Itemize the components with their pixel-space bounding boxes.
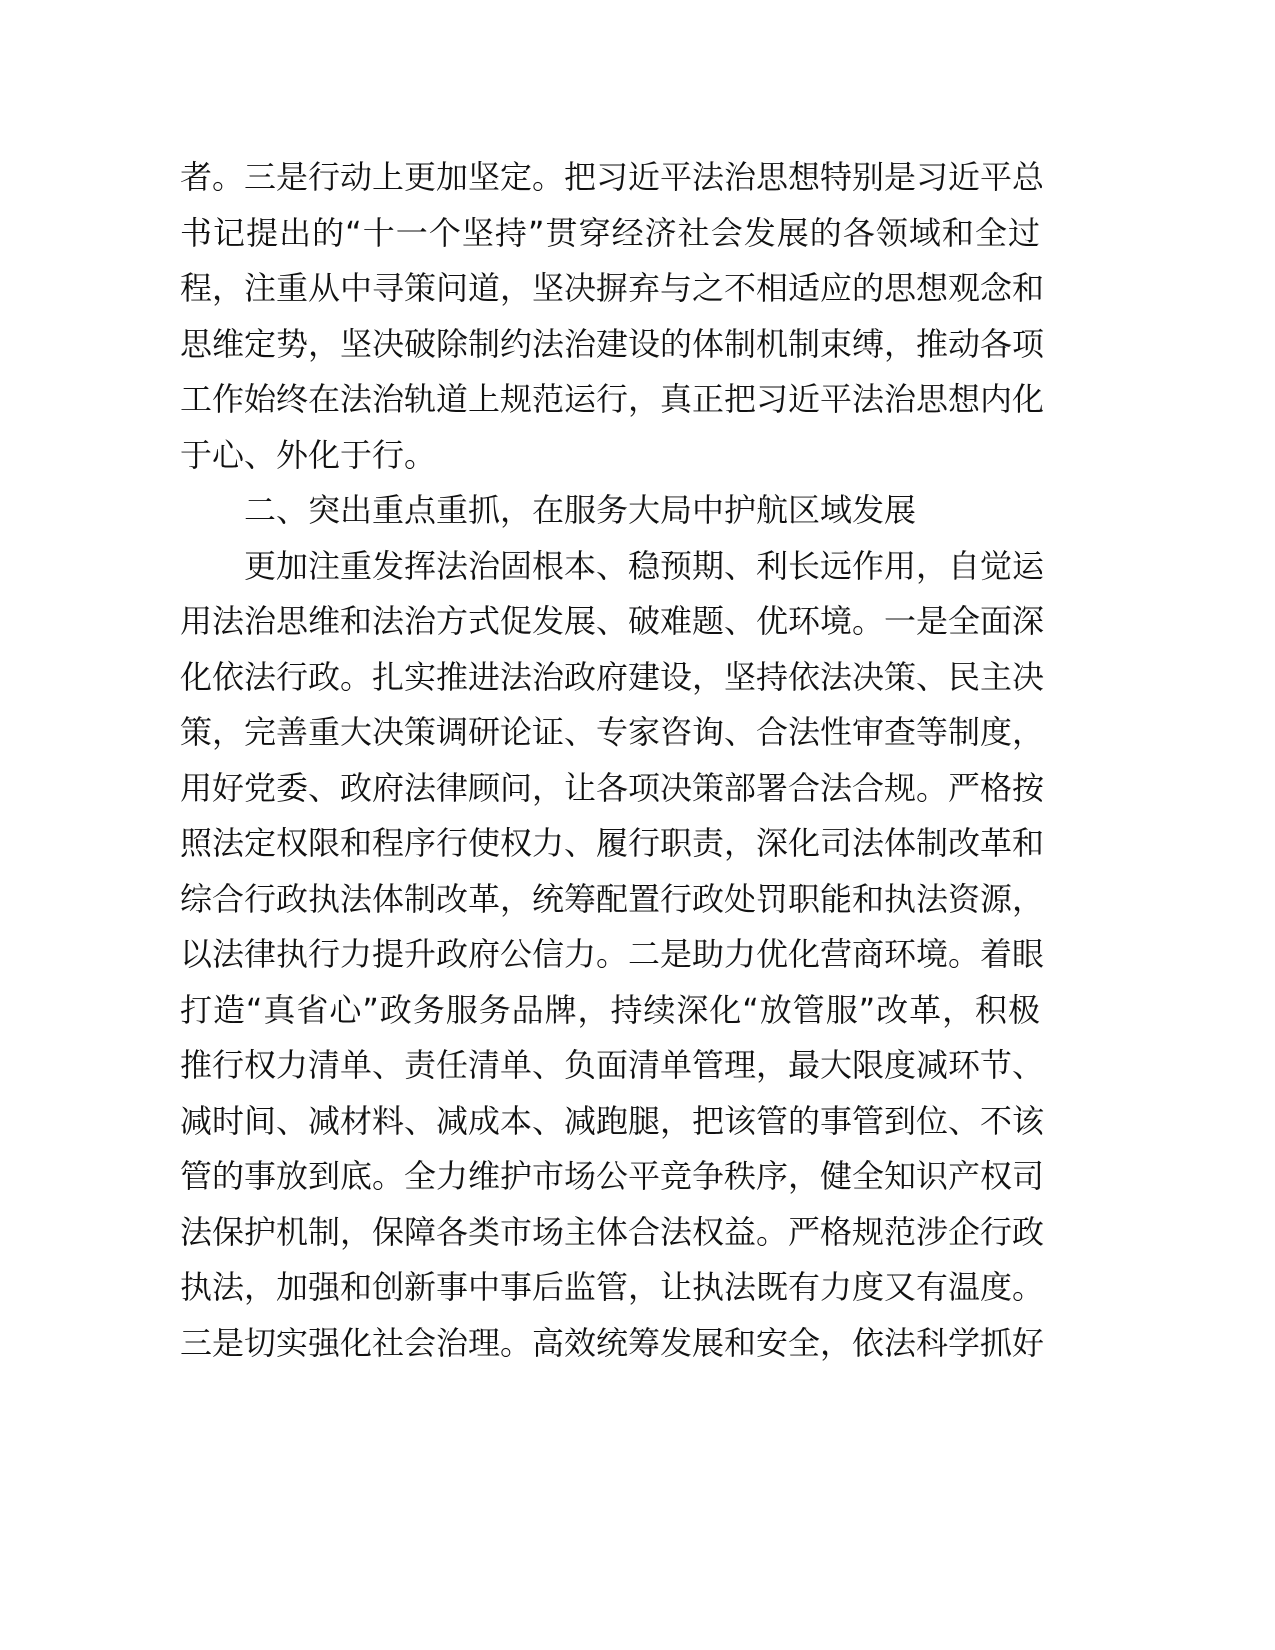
text-line: 策，完善重大决策调研论证、专家咨询、合法性审查等制度， [180, 713, 1045, 751]
text-line: 照法定权限和程序行使权力、履行职责，深化司法体制改革和 [180, 824, 1045, 862]
paragraph-continued [180, 150, 1045, 483]
text-line: 以法律执行力提升政府公信力。二是助力优化营商环境。着眼 [180, 935, 1045, 973]
text-line: 者。三是行动上更加坚定。把习近平法治思想特别是习近平总 [180, 158, 1045, 196]
text-line: 程，注重从中寻策问道，坚决摒弃与之不相适应的思想观念和 [180, 269, 1045, 307]
text-line: 执法，加强和创新事中事后监管，让执法既有力度又有温度。 [180, 1268, 1045, 1306]
text-line: 化依法行政。扎实推进法治政府建设，坚持依法决策、民主决 [180, 657, 1045, 696]
text-line: 于心、外化于行。 [180, 435, 437, 474]
text-line: 更加注重发挥法治固根本、稳预期、利长远作用，自觉运 [244, 546, 1045, 585]
section-heading: 二、突出重点重抓，在服务大局中护航区域发展 [244, 491, 917, 529]
text-line: 综合行政执法体制改革，统筹配置行政处罚职能和执法资源， [180, 879, 1045, 918]
text-line: 减时间、减材料、减成本、减跑腿，把该管的事管到位、不该 [180, 1101, 1045, 1140]
text-line: 打造“真省心”政务服务品牌，持续深化“放管服”改革，积极 [180, 990, 1040, 1029]
text-line: 用好党委、政府法律顾问，让各项决策部署合法合规。严格按 [180, 768, 1045, 807]
text-line: 用法治思维和法治方式促发展、破难题、优环境。一是全面深 [180, 602, 1045, 640]
paragraph-body [180, 539, 1045, 1372]
text-line: 三是切实强化社会治理。高效统筹发展和安全，依法科学抓好 [180, 1323, 1045, 1362]
text-line: 思维定势，坚决破除制约法治建设的体制机制束缚，推动各项 [180, 324, 1045, 363]
text-line: 书记提出的“十一个坚持”贯穿经济社会发展的各领域和全过 [180, 213, 1040, 252]
text-line: 法保护机制，保障各类市场主体合法权益。严格规范涉企行政 [180, 1212, 1045, 1251]
text-line: 管的事放到底。全力维护市场公平竞争秩序，健全知识产权司 [180, 1157, 1045, 1195]
document-body [180, 150, 1045, 1371]
text-line: 工作始终在法治轨道上规范运行，真正把习近平法治思想内化 [180, 380, 1045, 418]
text-line: 推行权力清单、责任清单、负面清单管理，最大限度减环节、 [180, 1046, 1045, 1084]
